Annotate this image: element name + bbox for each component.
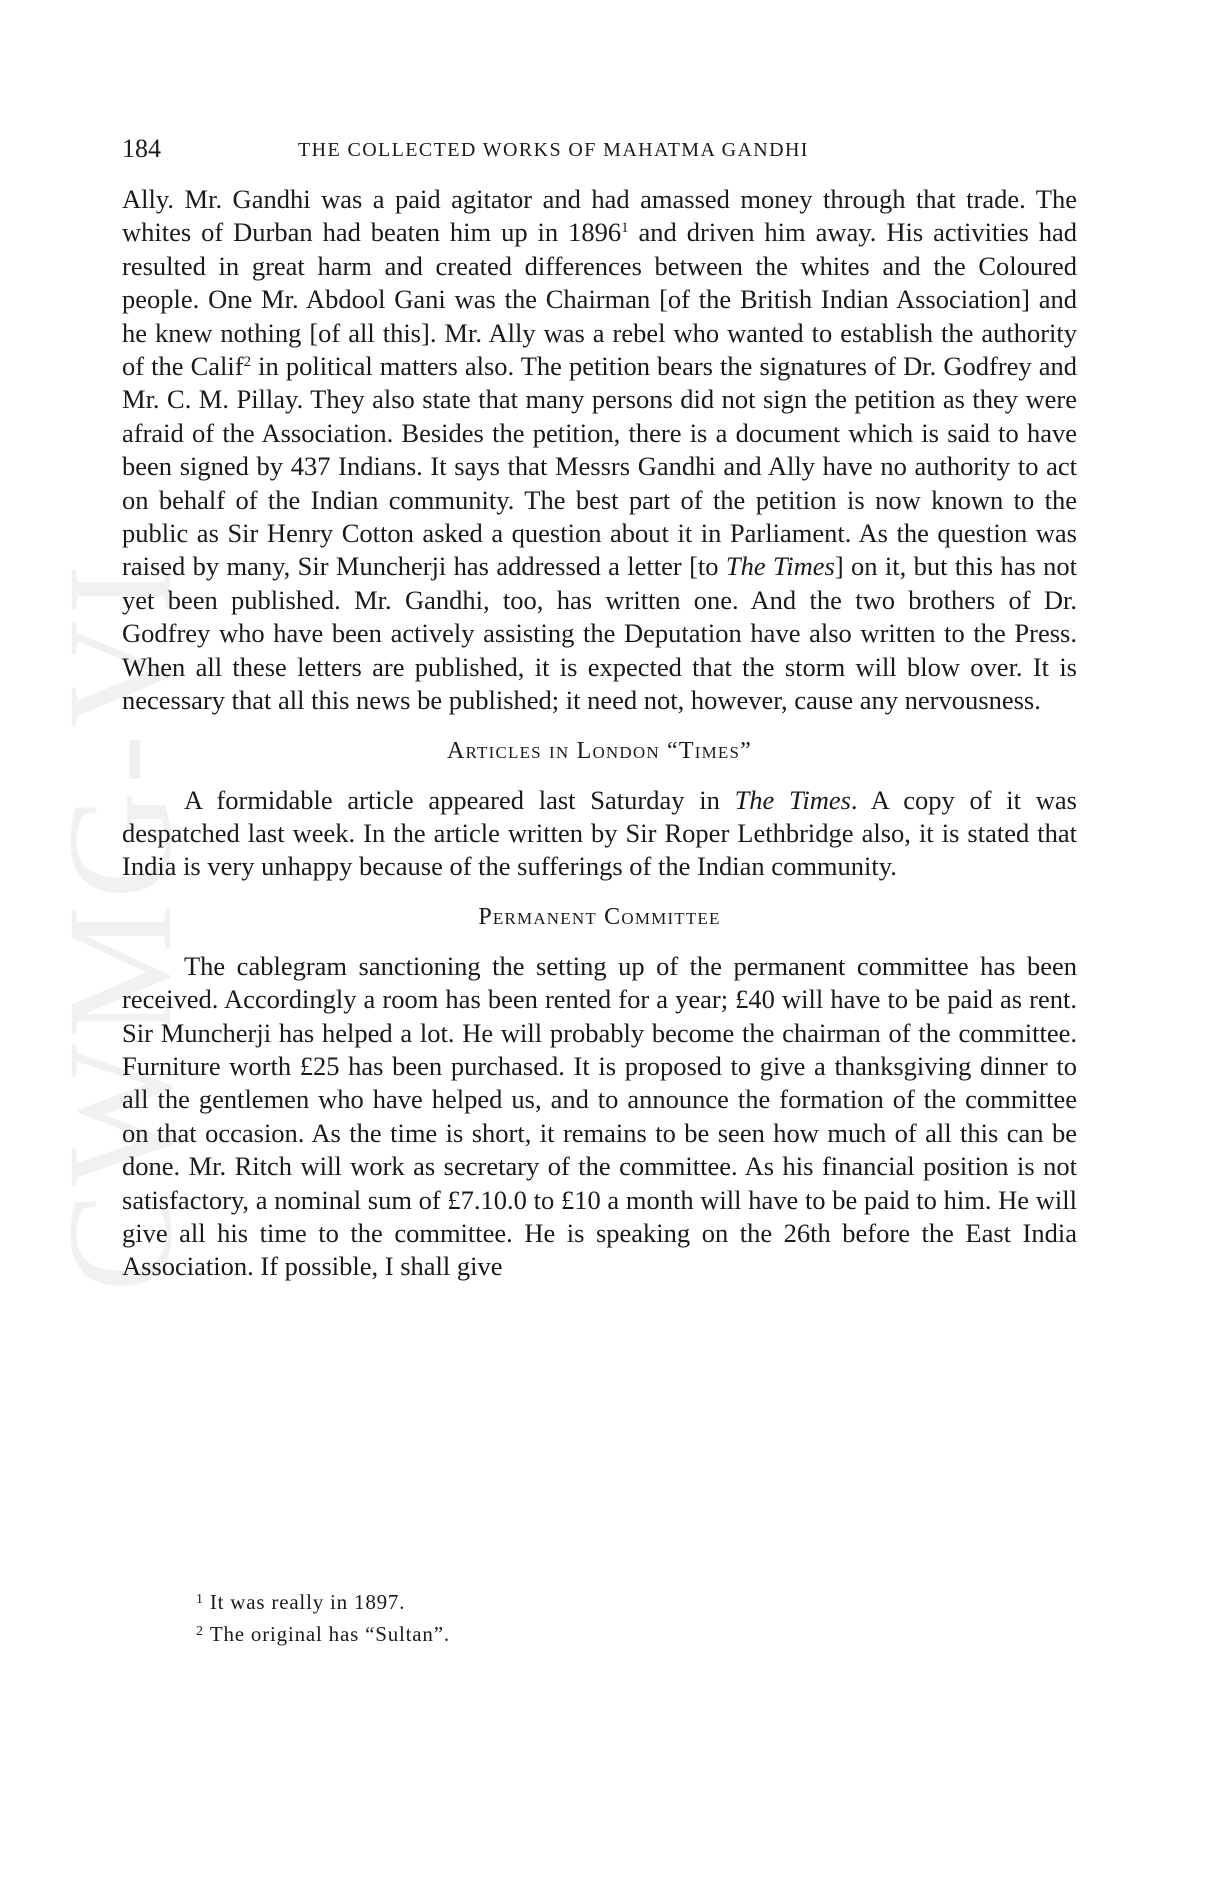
paragraph-2-part-b: . A copy of it was despatched last week. In the article written by Sir Roper Lethbridge also, it is stated that India is very unhappy because of the sufferings of the Indian community. xyxy=(122,784,1077,882)
paragraph-1-italic-title: The Times xyxy=(725,551,835,582)
paragraph-3: The cablegram sanctioning the setting up of the permanent committee has been received. Accordingly a room has been rented for a year; £40 will have to be paid as rent. Sir Muncherji has helped a lot. He will probably become the chairman of the committee. Furniture worth £25 has been purchased. It is proposed to give a thanksgiving dinner to all the gentlemen who have helped us, and to announce the formation of the committee on that occasion. As the time is short, it remains to be seen how much of all this can be done. Mr. Ritch will work as secretary of the committee. As his financial position is not satisfactory, a nominal sum of £7.10.0 to £10 a month will have to be paid to him. He will give all his time to the committee. He is speaking on the 26th before the East India Association. If possible, I shall give xyxy=(122,950,1077,1282)
footnote-2-text: The original has “Sultan”. xyxy=(209,1622,450,1646)
footnote-ref-2: 2 xyxy=(243,354,252,371)
paragraph-1-part-b: and driven him away. His activities had resulted in great harm and created differences between the whites and the Coloured people. One Mr. Abdool Gani was the Chairman [of the British Indian Association] and he knew nothing [of all this]. Mr. Ally was a rebel who wanted to establish the authority of the Calif xyxy=(122,217,1077,382)
section-heading-articles: Articles in London “Times” xyxy=(446,737,753,764)
paragraph-1-part-d: ] on it, but this has not yet been published. Mr. Gandhi, too, has written one. And the two brothers of Dr. Godfrey who have been actively assisting the Deputation have also written to the Press. When all these letters are published, it is expected that the storm will blow over. It is necessary that all this news be published; it need not, however, cause any nervousness. xyxy=(122,551,1078,716)
footnote-2-mark: 2 xyxy=(196,1624,204,1639)
running-title: THE COLLECTED WORKS OF MAHATMA GANDHI xyxy=(298,139,809,161)
body-text xyxy=(122,183,1077,1284)
paragraph-2-italic-title: The Times xyxy=(734,784,851,815)
footnote-1-text: It was really in 1897. xyxy=(209,1590,406,1614)
running-header xyxy=(122,134,1077,168)
watermark: CWMG-VI xyxy=(37,558,203,1292)
footnote-1 xyxy=(196,1585,450,1617)
paragraph-2-part-a: A formidable article appeared last Saturday in xyxy=(184,784,735,815)
page-number: 184 xyxy=(122,134,161,163)
footnote-1-mark: 1 xyxy=(196,1592,204,1607)
footnotes xyxy=(196,1585,450,1649)
footnote-ref-1: 1 xyxy=(621,220,629,237)
paragraph-1 xyxy=(122,183,1077,718)
section-heading-committee: Permanent Committee xyxy=(478,903,721,930)
footnote-2 xyxy=(196,1617,450,1649)
paragraph-1-part-a: Ally. Mr. Gandhi was a paid agitator and had amassed money through that trade. The whites of Durban had beaten him up in 1896 xyxy=(122,184,1077,248)
paragraph-2 xyxy=(122,784,1077,884)
paragraph-1-part-c: in political matters also. The petition bears the signatures of Dr. Godfrey and Mr. C. M. Pillay. They also state that many persons did not sign the petition as they were afraid of the Association. Besides the petition, there is a document which is said to have been signed by 437 Indians. It says that Messrs Gandhi and Ally have no authority to act on behalf of the Indian community. The best part of the petition is now known to the public as Sir Henry Cotton asked a question about it in Parliament. As the question was raised by many, Sir Muncherji has addressed a letter [to xyxy=(122,351,1077,582)
